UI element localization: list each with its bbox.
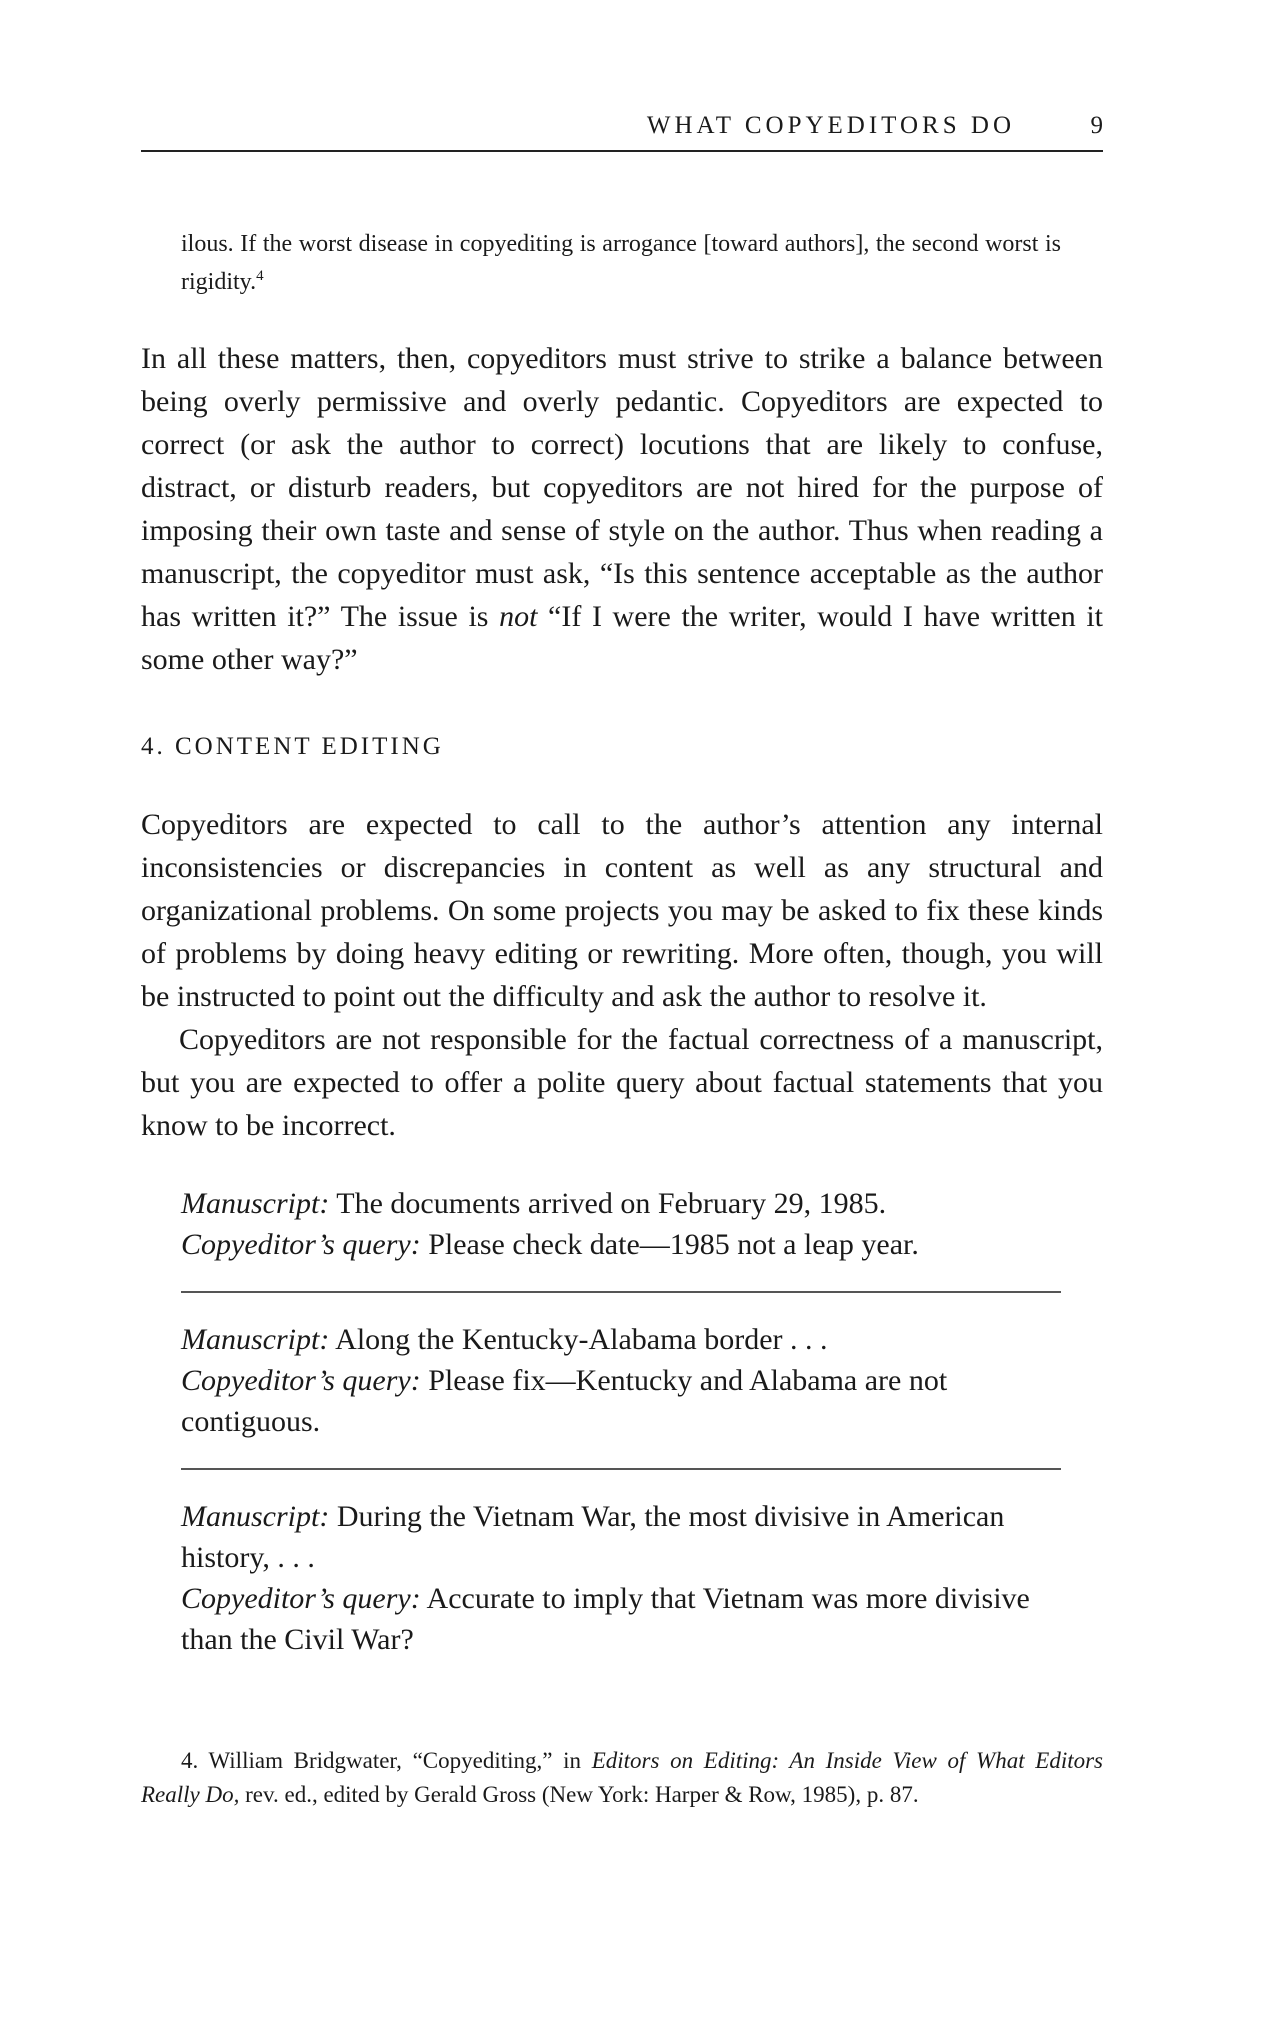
emphasis-not: not bbox=[499, 600, 538, 633]
query-line bbox=[181, 1224, 1061, 1265]
footnote-publication: rev. ed., edited by Gerald Gross (New York: Harper & Row, 1985), p. 87. bbox=[239, 1782, 919, 1807]
query-label: Copyeditor’s query: bbox=[181, 1228, 421, 1261]
book-page bbox=[141, 0, 1103, 2025]
manuscript-line bbox=[181, 1319, 1061, 1360]
query-text: Accurate to imply that Vietnam was more divisive than the Civil War? bbox=[181, 1582, 1030, 1656]
footnote-number: 4. bbox=[181, 1748, 199, 1773]
example-divider bbox=[181, 1468, 1061, 1470]
running-head bbox=[141, 110, 1103, 152]
manuscript-line bbox=[181, 1183, 1061, 1224]
page-content bbox=[141, 225, 1103, 1812]
manuscript-line bbox=[181, 1496, 1061, 1578]
manuscript-label: Manuscript: bbox=[181, 1187, 330, 1220]
manuscript-label: Manuscript: bbox=[181, 1323, 330, 1356]
manuscript-label: Manuscript: bbox=[181, 1500, 330, 1533]
footnote bbox=[141, 1744, 1103, 1812]
example-divider bbox=[181, 1291, 1061, 1293]
block-quote bbox=[181, 225, 1061, 301]
example-item bbox=[181, 1319, 1061, 1442]
manuscript-text: Along the Kentucky-Alabama border . . . bbox=[329, 1323, 828, 1356]
query-line bbox=[181, 1360, 1061, 1442]
query-examples bbox=[181, 1183, 1061, 1660]
manuscript-text: The documents arrived on February 29, 1985. bbox=[329, 1187, 887, 1220]
footnote-book-title: Editors on Editing: An Inside View of What Editors Really Do, bbox=[141, 1748, 1103, 1807]
paragraph-balance-text-1: In all these matters, then, copyeditors must strive to strike a balance between being overly permissive and overly pedantic. Copyeditors are expected to correct (or ask the author to correct) locutions that are likely to confuse, distract, or disturb readers, but copyeditors are not hired for the purpose of imposing their own taste and sense of style on the author. Thus when reading a manuscript, the copyeditor must ask, “Is this sentence acceptable as the author has written it?” The issue is bbox=[141, 342, 1103, 633]
query-text: Please check date—1985 not a leap year. bbox=[420, 1228, 919, 1261]
paragraph-balance-text-2: “If I were the writer, would I have written it some other way?” bbox=[141, 600, 1104, 676]
section-heading: 4. CONTENT EDITING bbox=[141, 733, 444, 760]
paragraph-content-editing: Copyeditors are expected to call to the author’s attention any internal inconsistencies or discrepancies in content as well as any structural and organizational problems. On some projects you may be asked to fix these kinds of problems by doing heavy editing or rewriting. More often, though, you will be instructed to point out the difficulty and ask the author to resolve it. bbox=[141, 808, 1103, 1013]
block-quote-text: ilous. If the worst disease in copyediting is arrogance [toward authors], the second worst is rigidity. bbox=[181, 231, 1061, 295]
footnote-reference: 4 bbox=[256, 268, 264, 284]
example-item bbox=[181, 1183, 1061, 1265]
query-label: Copyeditor’s query: bbox=[181, 1364, 421, 1397]
query-line bbox=[181, 1578, 1061, 1660]
example-item bbox=[181, 1496, 1061, 1660]
paragraph-factual-correctness: Copyeditors are not responsible for the factual correctness of a manuscript, but you are expected to offer a polite query about factual statements that you know to be incorrect. bbox=[141, 1023, 1103, 1142]
footnote-author: William Bridgwater, “Copyediting,” in bbox=[198, 1748, 592, 1773]
manuscript-text: During the Vietnam War, the most divisive in American history, . . . bbox=[181, 1500, 1005, 1574]
query-text: Please fix—Kentucky and Alabama are not contiguous. bbox=[181, 1364, 948, 1438]
running-title: WHAT COPYEDITORS DO bbox=[646, 112, 1015, 139]
query-label: Copyeditor’s query: bbox=[181, 1582, 421, 1615]
page-number: 9 bbox=[1090, 112, 1103, 139]
paragraph-balance bbox=[141, 337, 1103, 681]
